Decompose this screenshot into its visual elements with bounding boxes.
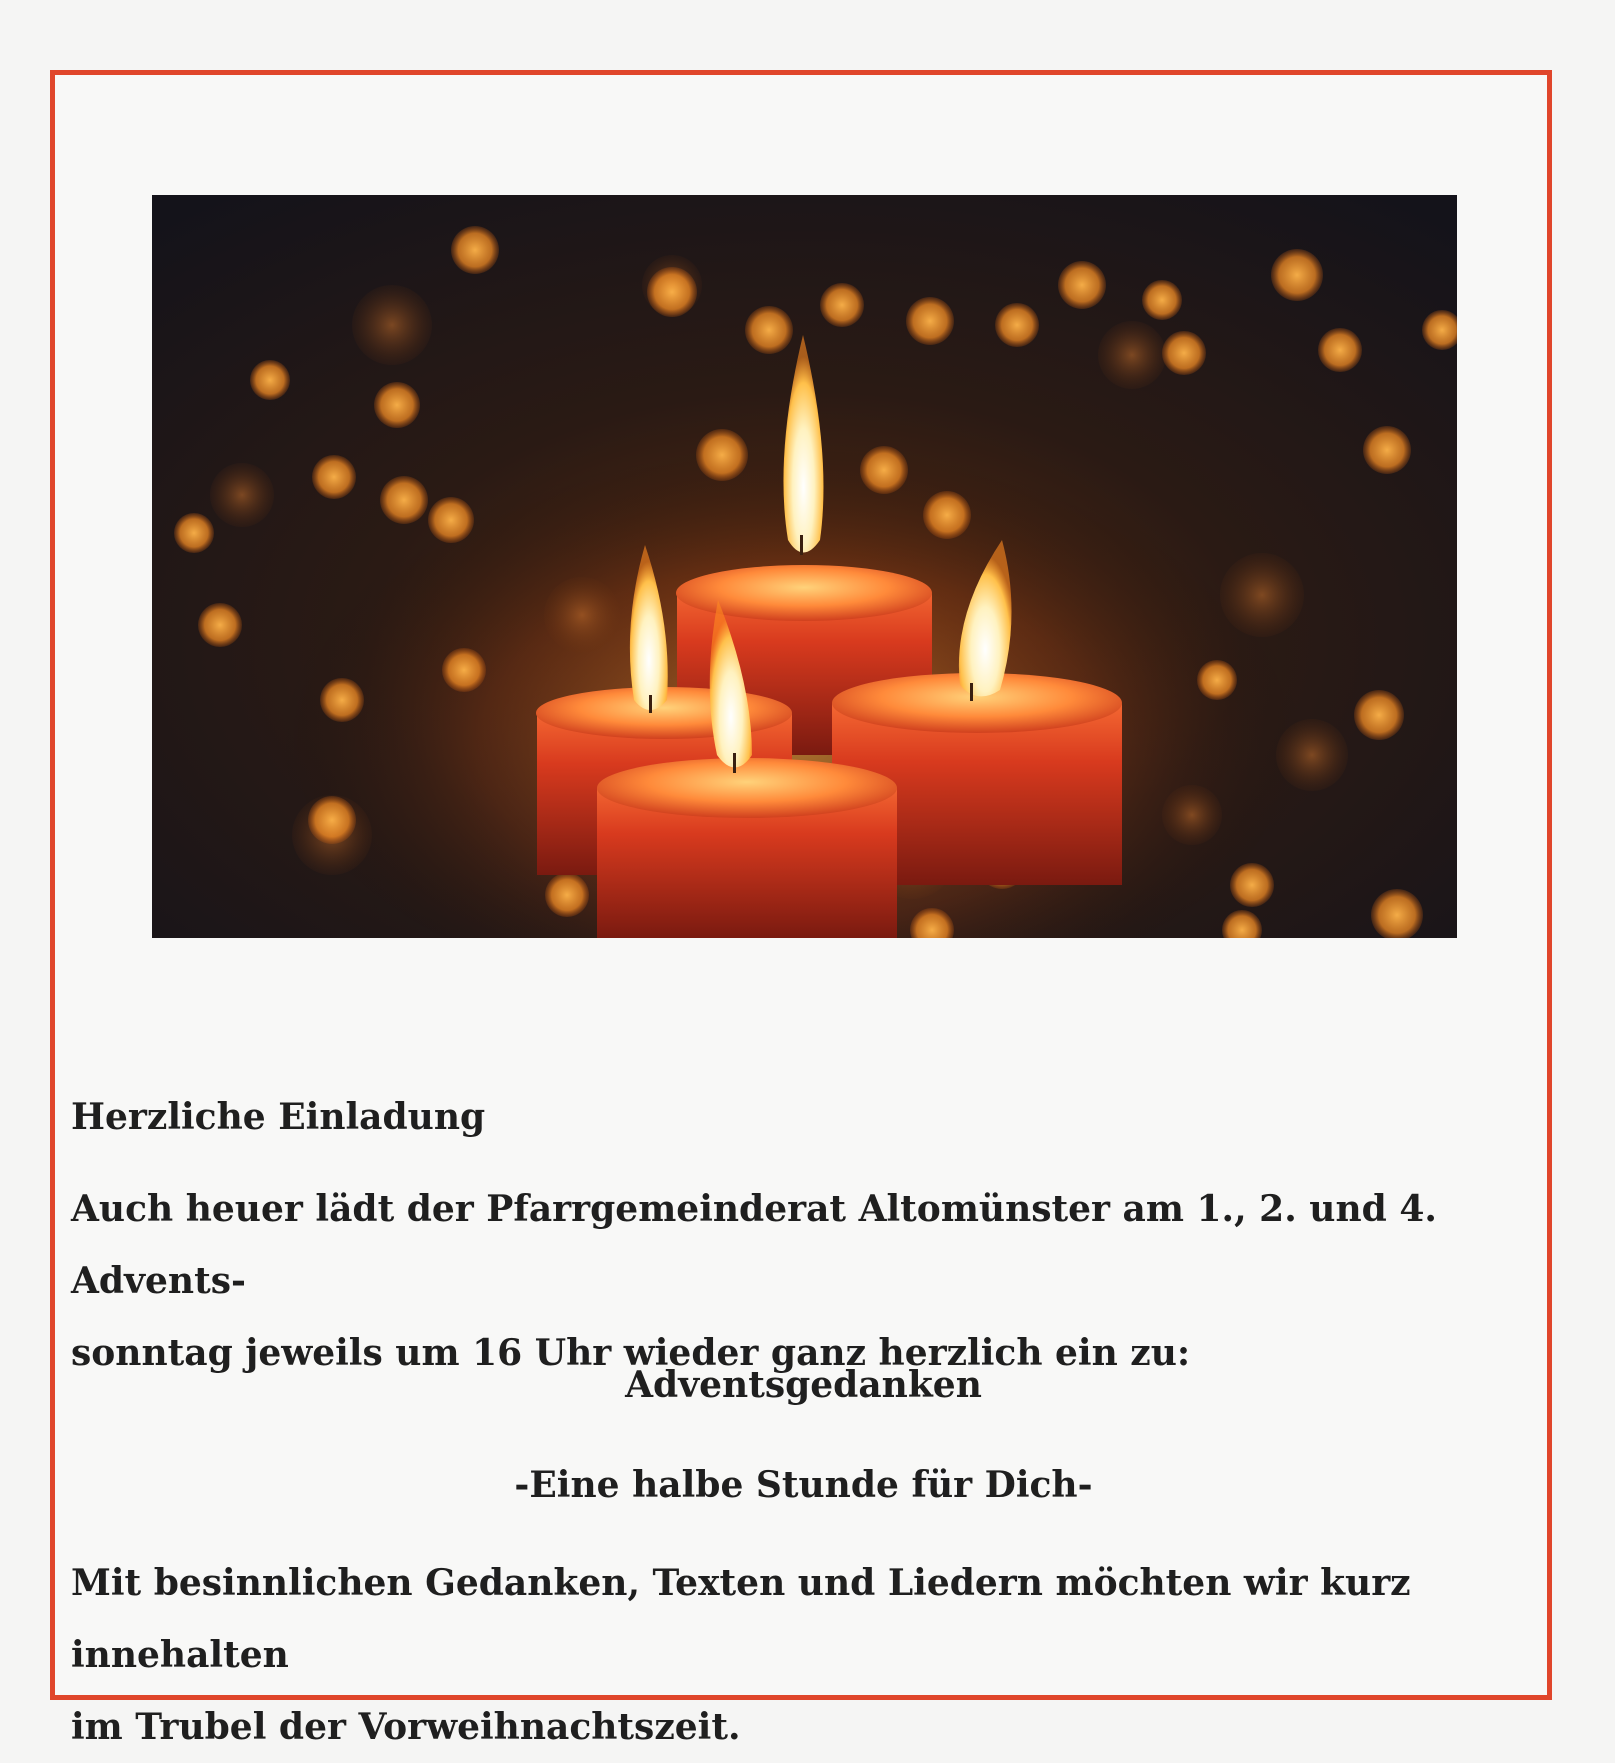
closing-paragraph: [71, 1547, 1536, 1763]
advent-candles-photo: [152, 195, 1457, 938]
document-frame: [50, 70, 1552, 1748]
event-subtitle: -Eine halbe Stunde für Dich-: [514, 1464, 1093, 1506]
closing-line-1: Mit besinnlichen Gedanken, Texten und Liedern möchten wir kurz innehalten: [71, 1562, 1411, 1676]
closing-line-2: im Trubel der Vorweihnachtszeit.: [71, 1706, 741, 1748]
event-title: Adventsgedanken: [625, 1364, 982, 1406]
invitation-heading: Herzliche Einladung: [71, 1096, 486, 1138]
intro-line-2: sonntag jeweils um 16 Uhr wieder ganz herzlich ein zu:: [71, 1332, 1191, 1374]
intro-line-1: Auch heuer lädt der Pfarrgemeinderat Altomünster am 1., 2. und 4. Advents-: [71, 1188, 1437, 1302]
candle-front: [597, 758, 897, 938]
